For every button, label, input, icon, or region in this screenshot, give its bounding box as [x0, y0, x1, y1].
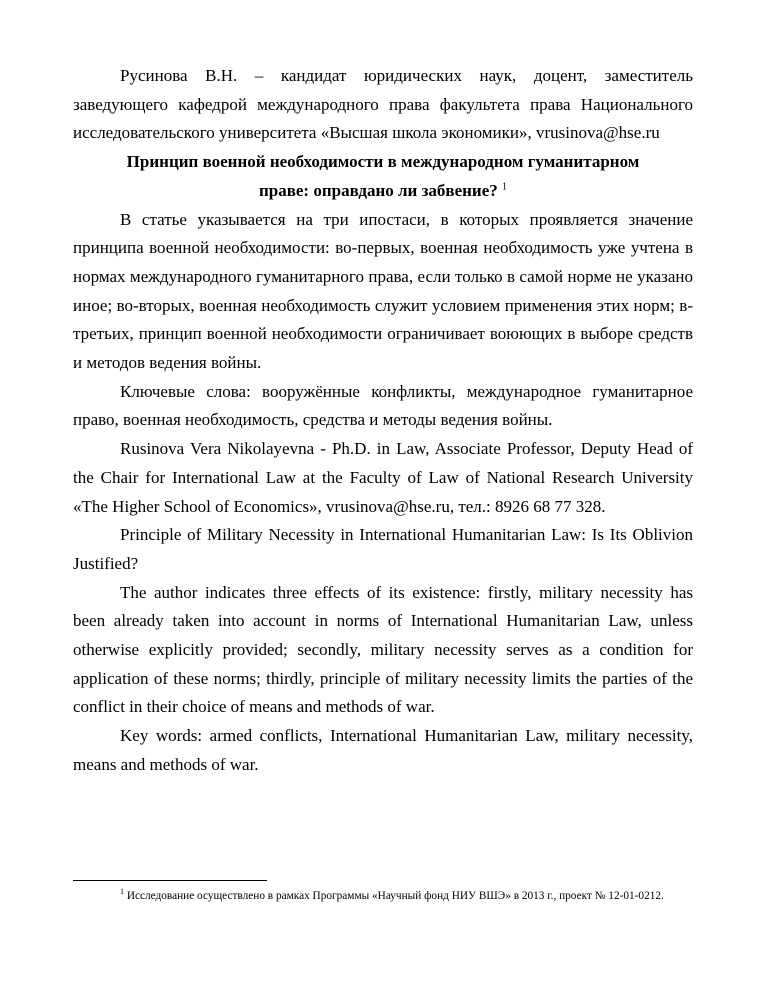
article-title-ru [73, 148, 693, 205]
footnote-mark: 1 [120, 887, 124, 897]
author-info-ru: Русинова В.Н. – кандидат юридических наук, доцент, заместитель заведующего кафедрой международного права факультета права Национального исследовательского университета «Высшая школа экономики», vrusinova@hse.ru [73, 66, 693, 143]
keywords-en: Key words: armed conflicts, International Humanitarian Law, military necessity, means and methods of war. [73, 726, 693, 774]
keywords-ru: Ключевые слова: вооружённые конфликты, международное гуманитарное право, военная необходимость, средства и методы ведения войны. [73, 381, 693, 430]
footnote [73, 884, 693, 908]
footnote-reference: 1 [502, 181, 508, 193]
footnote-text: Исследование осуществлено в рамках Программы «Научный фонд НИУ ВШЭ» в 2013 г., проект № 12-01-0212. [126, 890, 664, 902]
abstract-en: The author indicates three effects of its existence: firstly, military necessity has been already taken into account in norms of International Humanitarian Law, unless otherwise explicitly provided; secondly, military necessity serves as a condition for application of these norms; thirdly, principle of military necessity limits the parties of the conflict in their choice of means and methods of war. [73, 582, 693, 717]
footnote-separator [73, 880, 267, 881]
article-title-ru-text: Принцип военной необходимости в международном гуманитарном праве: оправдано ли забвение? [126, 152, 640, 200]
abstract-ru: В статье указывается на три ипостаси, в которых проявляется значение принципа военной необходимости: во-первых, военная необходимость уже учтена в нормах международного гуманитарного права, если только в самой норме не указано иное; во-вторых, военная необходимость служит условием применения этих норм; в-третьих, принцип военной необходимости ограничивает воюющих в выборе средств и методов ведения войны. [73, 209, 693, 373]
document-body [73, 62, 693, 780]
author-info-en: Rusinova Vera Nikolayevna - Ph.D. in Law, Associate Professor, Deputy Head of the Chair for International Law at the Faculty of Law of National Research University «The Higher School of Economics», vrusinova@hse.ru, тел.: 8926 68 77 328. [73, 439, 693, 516]
article-title-en: Principle of Military Necessity in International Humanitarian Law: Is Its Oblivion Justified? [73, 525, 693, 573]
